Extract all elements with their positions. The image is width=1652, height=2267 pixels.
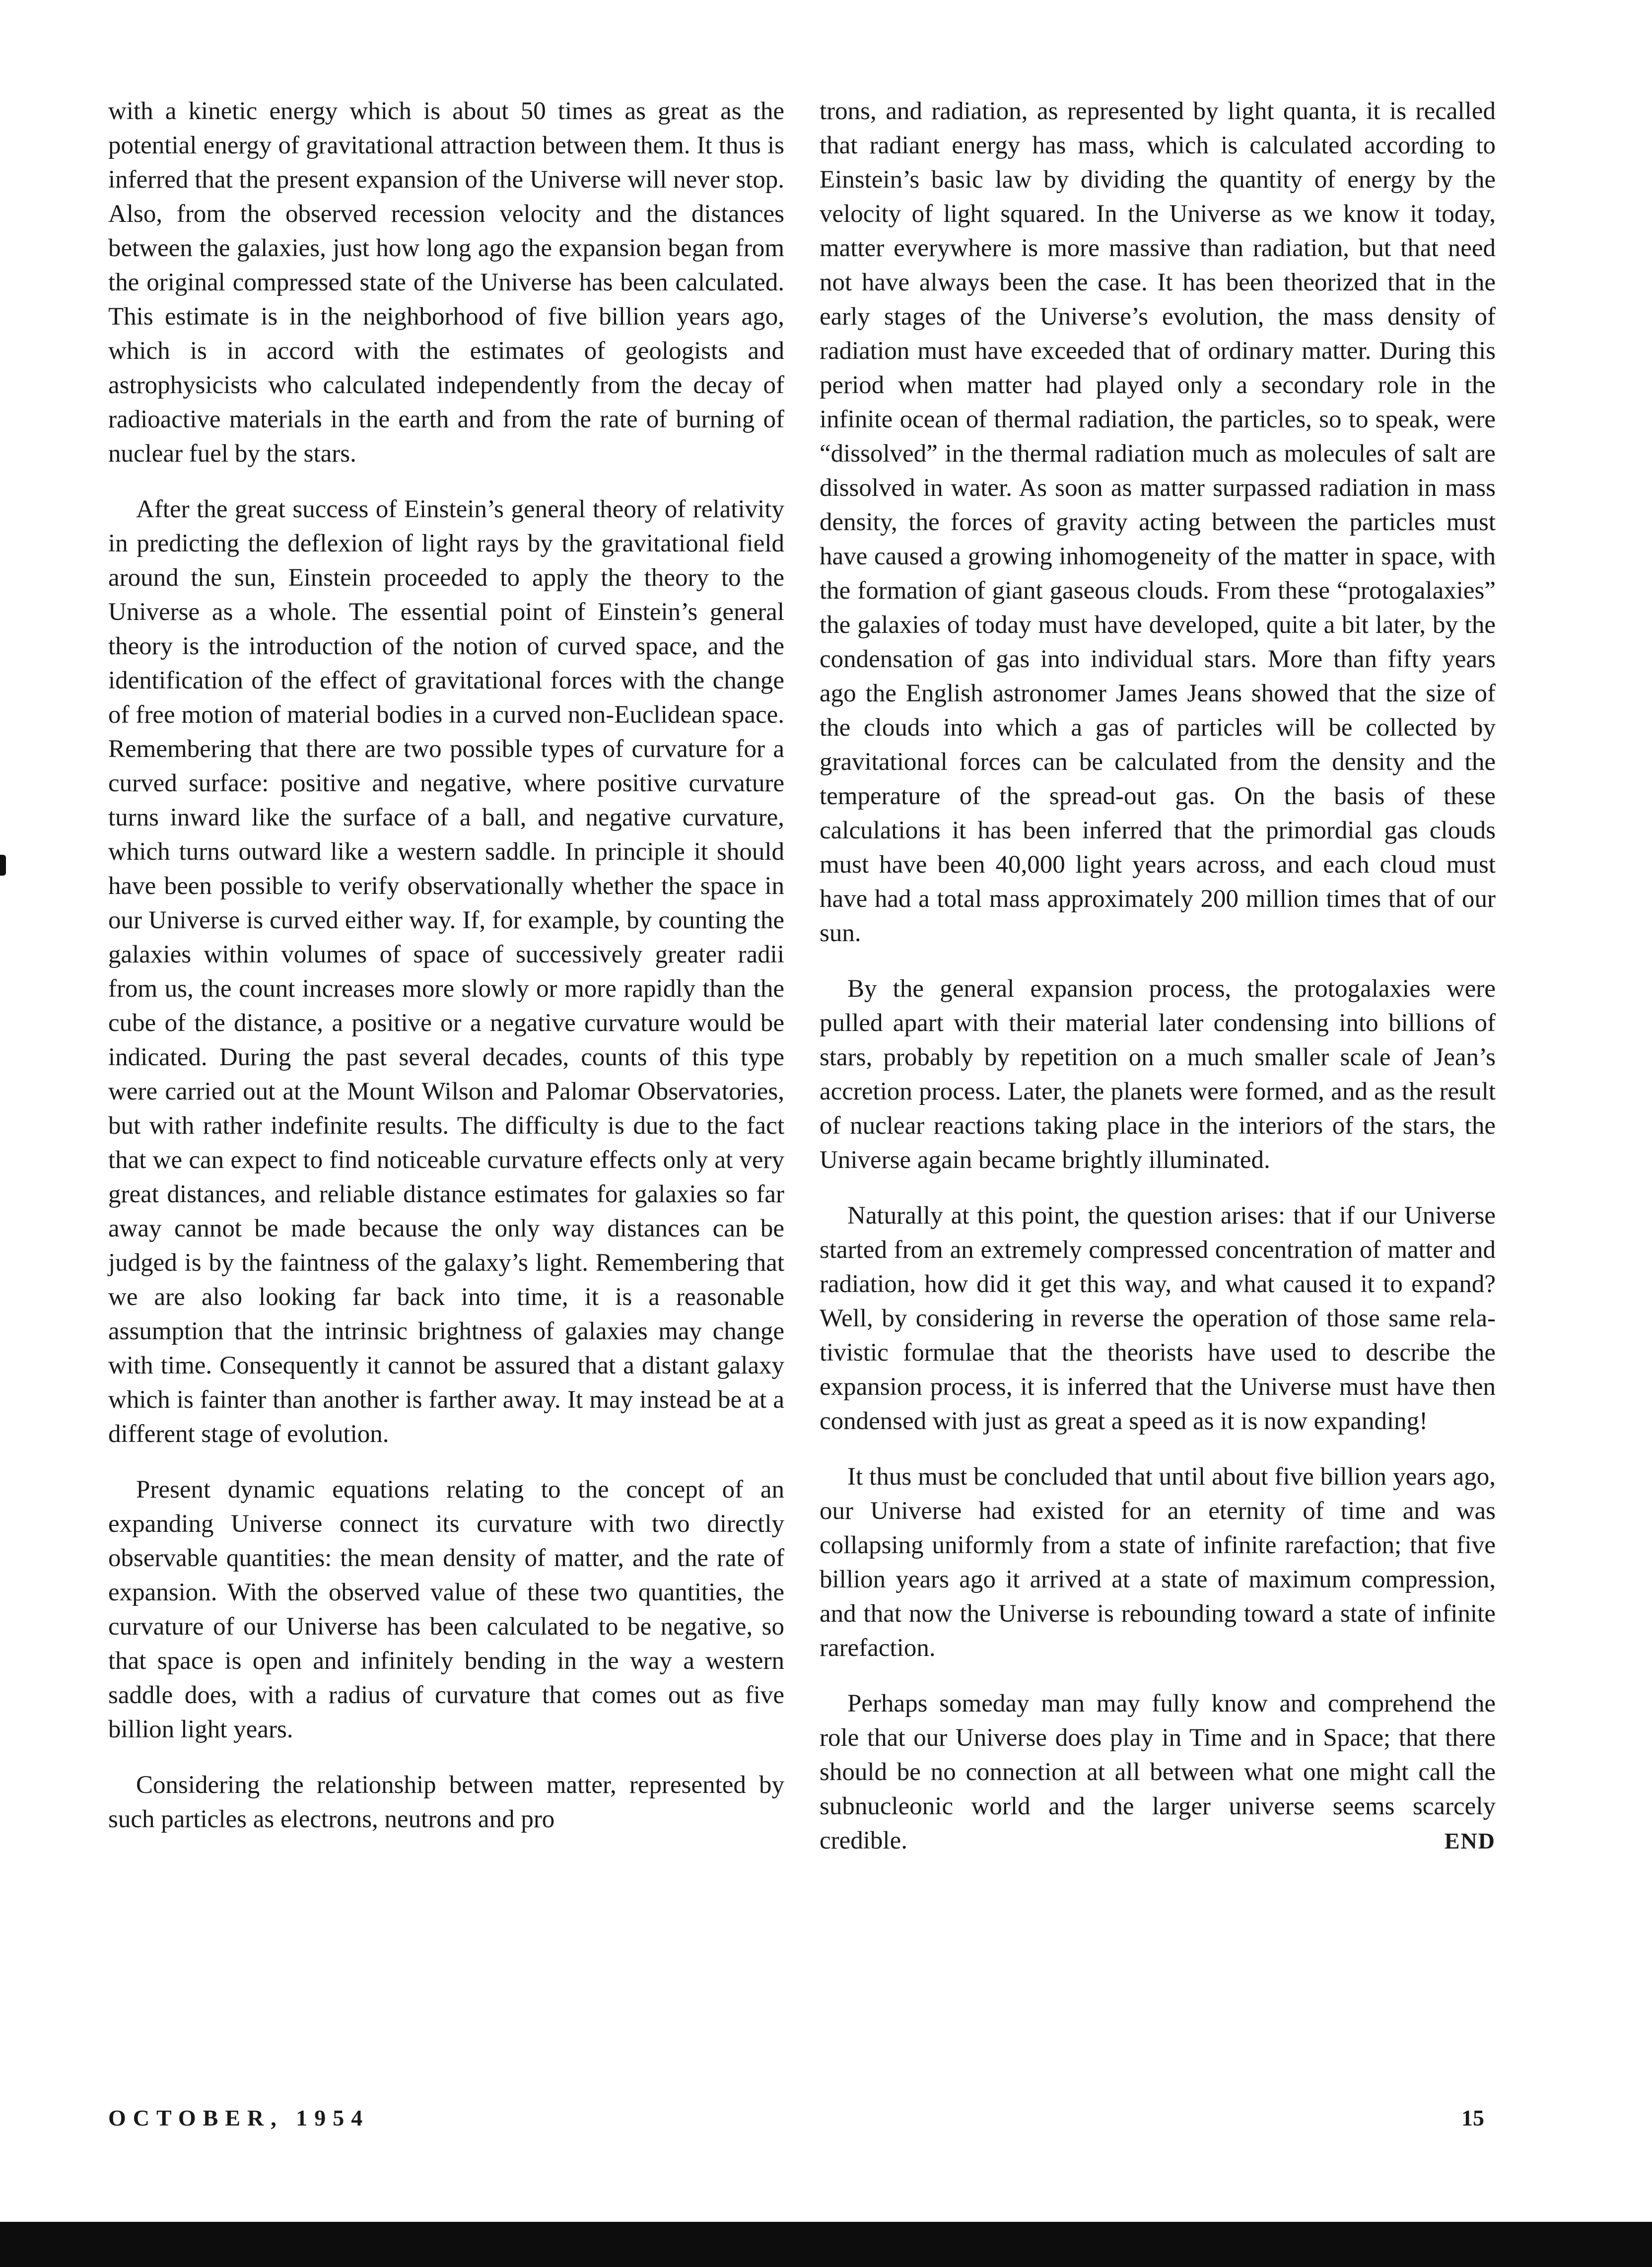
final-paragraph-text: Perhaps someday man may fully know and comprehend the role that our Universe does play in Time and in Space; that there should be no connection at all between what one might call the subnucleonic world and the larger universe seems scarcely credible. xyxy=(820,1690,1496,1855)
end-mark: END xyxy=(1444,1828,1496,1854)
paragraph: After the great success of Einstein’s general theory of relativity in predicting the deflexion of light rays by the gravitational field around the sun, Einstein proceeded to apply the theory to the Universe as a whole. The essential point of Einstein’s general theory is the introduction of the notion of curved space, and the identification of the effect of gravitational forces with the change of free motion of material bodies in a curved non-Euclidean space. Remembering that there are two possible types of curvature for a curved surface: positive and negative, where positive curvature turns inward like the surface of a ball, and negative curvature, which turns outward like a western saddle. In principle it should have been possible to verify observationally whether the space in our Universe is curved either way. If, for example, by counting the galaxies within volumes of space of successively greater radii from us, the count increases more slowly or more rapidly than the cube of the distance, a positive or a negative curvature would be indicated. During the past several decades, counts of this type were carried out at the Mount Wilson and Palomar Observatories, but with rather indefinite results. The difficulty is due to the fact that we can expect to find noticeable curvature effects only at very great distances, and reliable distance estimates for galaxies so far away cannot be made because the only way distances can be judged is by the faintness of the galaxy’s light. Remembering that we are also looking far back into time, it is a reasonable assumption that the intrinsic brightness of galaxies may change with time. Consequently it cannot be assured that a distant galaxy which is fainter than another is farther away. It may instead be at a different stage of evolution. xyxy=(108,495,784,1448)
paragraph: Naturally at this point, the question arises: that if our Universe started from an extremely compressed concentration of matter and radiation, how did it get this way, and what caused it to expand? Well, by considering in reverse the operation of those same relativistic formulae that the theorists have used to describe the expansion process, it is inferred that the Universe must have then condensed with just as great a speed as it is now expanding! xyxy=(820,1202,1496,1435)
scan-edge-mark xyxy=(0,855,6,876)
paragraph: By the general expansion process, the protogalaxies were pulled apart with their material later condensing into billions of stars, probably by repetition on a much smaller scale of Jean’s accretion process. Later, the planets were formed, and as the result of nuclear reactions taking place in the interiors of the stars, the Universe again became brightly illuminated. xyxy=(820,975,1496,1174)
page-number: 15 xyxy=(1461,2105,1484,2130)
final-paragraph xyxy=(820,1687,1496,1858)
paragraph: It thus must be concluded that until about five billion years ago, our Universe had existed for an eternity of time and was collapsing uniformly from a state of infinite rarefaction; that five billion years ago it arrived at a state of maximum compression, and that now the Universe is rebounding toward a state of infinite rarefaction. xyxy=(820,1463,1496,1662)
paragraph: Present dynamic equations relating to the concept of an expanding Universe connect its curvature with two directly observable quantities: the mean density of matter, and the rate of expansion. With the observed value of these two quantities, the curvature of our Universe has been calculated to be negative, so that space is open and infinitely bending in the way a western saddle does, with a radius of curvature that comes out as five billion light years. xyxy=(108,1476,784,1743)
scan-bottom-border xyxy=(0,2222,1652,2267)
paragraph: with a kinetic energy which is about 50 times as great as the potential energy of gravitational attraction between them. It thus is inferred that the present expansion of the Universe will never stop. Also, from the observed recession velocity and the distances between the galaxies, just how long ago the expansion began from the original compressed state of the Universe has been calculated. This estimate is in the neighborhood of five billion years ago, which is in accord with the estimates of geologists and astrophysicists who calculated independently from the decay of radioactive materials in the earth and from the rate of burning of nuclear fuel by the stars. xyxy=(108,97,784,468)
footer-date: OCTOBER, 1954 xyxy=(108,2105,370,2130)
paragraph: trons, and radiation, as represented by light quanta, it is recalled that radiant energy has mass, which is calculated according to Einstein’s basic law by dividing the quantity of energy by the velocity of light squared. In the Universe as we know it today, matter everywhere is more massive than radiation, but that need not have always been the case. It has been theorized that in the early stages of the Universe’s evolution, the mass density of radiation must have exceeded that of ordinary matter. During this period when matter had played only a secondary role in the infinite ocean of thermal radiation, the particles, so to speak, were “dissolved” in the thermal radiation much as molecules of salt are dissolved in water. As soon as matter surpassed radiation in mass density, the forces of gravity acting between the particles must have caused a growing inhomogeneity of the matter in space, with the formation of giant gaseous clouds. From these “protogalaxies” the galaxies of today must have developed, quite a bit later, by the condensation of gas into individual stars. More than fifty years ago the English astronomer James Jeans showed that the size of the clouds into which a gas of particles will be collected by gravitational forces can be calculated from the density and the temperature of the spread-out gas. On the basis of these calculations it has been inferred that the primordial gas clouds must have been 40,000 light years across, and each cloud must have had a total mass approximately 200 million times that of our sun. xyxy=(820,97,1496,947)
paragraph: Considering the relationship between matter, represented by such particles as electrons, neutrons and pro xyxy=(108,1771,784,1833)
right-column xyxy=(820,94,1496,1858)
left-column xyxy=(108,94,784,1837)
